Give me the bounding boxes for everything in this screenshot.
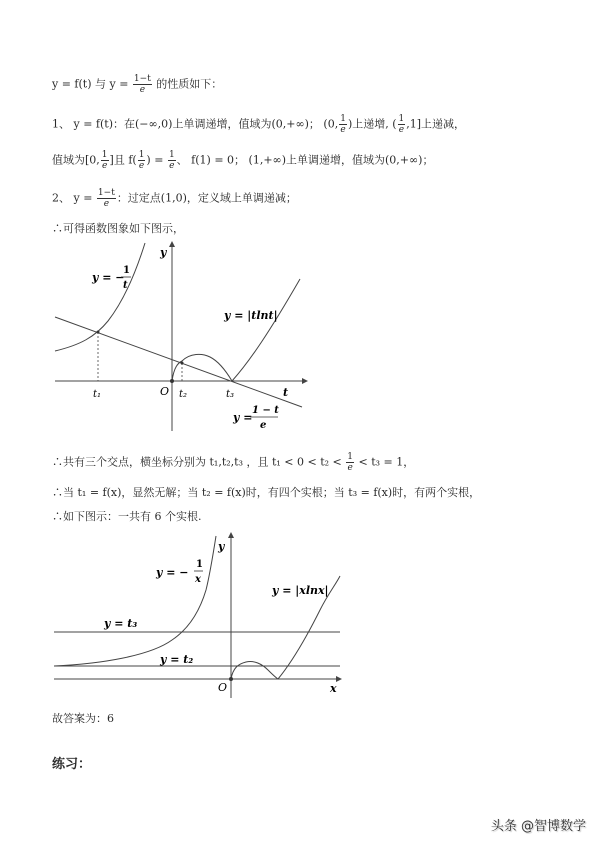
abs-tlnt-curve — [172, 279, 300, 381]
t-axis-arrow — [302, 378, 308, 384]
tick-t1-label: t₁ — [93, 389, 102, 400]
neg-reciprocal-label: y = − — [92, 271, 125, 284]
fraction-numerator: 1 — [138, 150, 145, 160]
item2-line — [52, 188, 297, 209]
label-y-t2: y = t₂ — [160, 653, 194, 666]
axis-t-label: t — [283, 386, 289, 399]
neg-reciprocal-den: x — [195, 574, 201, 585]
fraction-denominator: e — [398, 125, 405, 135]
axis-y-label: y — [160, 246, 167, 259]
fraction — [398, 114, 406, 135]
neg-reciprocal-curve — [55, 243, 145, 351]
text-segment: ：过定点(1,0)，定义域上单调递减； — [116, 191, 297, 205]
text-segment: 2、 y = — [52, 191, 96, 205]
practice-heading: 练习： — [52, 757, 92, 772]
fraction-denominator: e — [340, 125, 346, 135]
fraction — [346, 452, 354, 473]
text-segment: )上递增, ( — [347, 117, 397, 131]
fraction — [101, 150, 109, 171]
fraction-denominator: e — [139, 85, 146, 95]
text-segment: ) = — [146, 153, 167, 167]
fraction-numerator: 1−t — [133, 74, 151, 84]
fraction — [97, 188, 116, 209]
label-y-t3: y = t₃ — [104, 617, 138, 630]
figure-1-graph — [40, 235, 320, 435]
fraction-numerator: 1 — [398, 114, 405, 124]
text-segment: < t₃ = 1， — [355, 455, 415, 469]
fraction-denominator: e — [103, 199, 110, 209]
therefore-line-3: ∴当 t₁ = f(x)，显然无解；当 t₂ = f(x)时，有四个实根；当 t₃ = f(x)时，有两个实根， — [52, 486, 481, 499]
fraction — [339, 114, 347, 135]
fraction-numerator: 1−t — [97, 188, 115, 198]
neg-reciprocal-num: 1 — [123, 265, 130, 276]
figure-2-graph — [40, 530, 350, 700]
text-segment: ∴共有三个交点，横坐标分别为 t₁,t₂,t₃ ，且 t₁ < 0 < t₂ < — [52, 455, 346, 469]
therefore-line-2 — [52, 452, 414, 473]
intro-prefix: y = f(t) 与 y = — [52, 77, 132, 91]
fraction-numerator: 1 — [168, 150, 175, 160]
text-segment: 值域为[0, — [52, 153, 100, 167]
x-axis-arrow — [336, 676, 342, 682]
line-label-prefix: y = — [233, 411, 253, 424]
fraction-numerator: 1 — [347, 452, 353, 462]
fraction-numerator: 1 — [340, 114, 346, 124]
fraction — [138, 150, 146, 171]
y-axis-arrow — [228, 532, 234, 538]
origin-point — [229, 677, 233, 681]
fraction — [168, 150, 176, 171]
axis-y-label: y — [218, 540, 225, 553]
origin-point — [170, 379, 174, 383]
axis-x-label: x — [330, 682, 337, 695]
line-label-num: 1 − t — [252, 405, 279, 416]
intro-suffix: 的性质如下： — [152, 77, 223, 91]
tick-t2-label: t₂ — [179, 389, 188, 400]
answer-line: 故答案为：6 — [52, 712, 114, 725]
text-segment: ]且 f( — [109, 153, 137, 167]
neg-reciprocal-label: y = − — [156, 566, 189, 579]
text-segment: 、 f(1) = 0； (1,+∞)上单调递增，值域为(0,+∞)； — [176, 153, 434, 167]
fraction-denominator: e — [138, 161, 145, 171]
fraction-denominator: e — [169, 161, 175, 171]
fraction-denominator: e — [102, 161, 108, 171]
item1-line2 — [52, 150, 433, 171]
therefore-line-1: ∴可得函数图象如下图示， — [52, 222, 184, 235]
item1-line1 — [52, 114, 465, 135]
tick-t3-label: t₃ — [226, 389, 235, 400]
neg-reciprocal-den: t — [123, 280, 128, 291]
t1-point — [97, 331, 100, 334]
intro-line — [52, 74, 222, 95]
text-segment: ,1]上递减， — [406, 117, 466, 131]
origin-label: O — [218, 681, 228, 694]
origin-label: O — [160, 385, 170, 398]
therefore-line-4: ∴如下图示：一共有 6 个实根. — [52, 510, 202, 523]
t2-point — [181, 362, 184, 365]
abs-tlnt-label: y = |tlnt| — [224, 309, 278, 322]
abs-xlnx-label: y = |xlnx| — [272, 584, 329, 597]
text-segment: 1、 y = f(t)：在(−∞,0)上单调递增，值域为(0,+∞)； (0, — [52, 117, 339, 131]
watermark: 头条 @智博数学 — [490, 819, 586, 834]
line-label-den: e — [260, 420, 267, 431]
neg-reciprocal-num: 1 — [196, 559, 203, 570]
fraction-numerator: 1 — [101, 150, 108, 160]
fraction — [133, 74, 152, 95]
y-axis-arrow — [169, 241, 175, 247]
fraction-denominator: e — [347, 463, 353, 473]
neg-reciprocal-curve — [54, 536, 216, 666]
